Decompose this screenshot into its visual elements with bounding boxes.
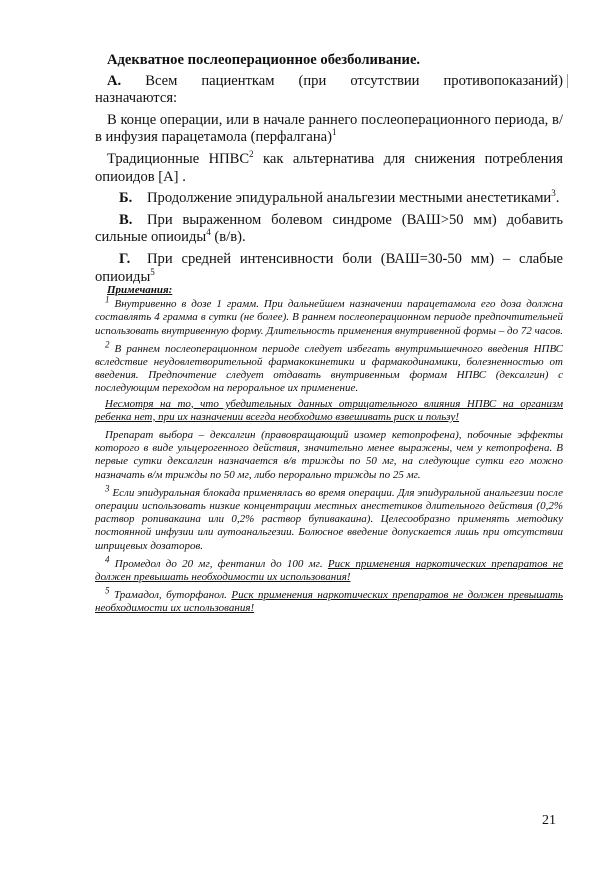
item-a-continuation: назначаются:: [95, 90, 178, 107]
item-g: [95, 251, 563, 286]
note-4: [95, 554, 564, 584]
footnote-ref: 5: [150, 266, 155, 277]
note-3: [95, 483, 563, 553]
note-1: [95, 294, 563, 338]
note-text: Трамадол, буторфанол.: [109, 589, 232, 602]
note-text: Внутривенно в дозе 1 грамм. При дальнейшем назначении парацетамола его доза должна составлять 4 грамма в сутки (не более). В раннем послеоперационном периоде предпочтительней использовать внутривенную форму. Длительность применения внутривенной формы – до 72 часов.: [95, 298, 563, 337]
item-a-label: А.: [107, 72, 122, 89]
note-2-warning: Несмотря на то, что убедительных данных отрицательного влияния НПВС на организм ребенка нет, при их назначении всегда необходимо взвешивать риск и пользу!: [95, 397, 563, 423]
section-title: Адекватное послеоперационное обезболивание.: [107, 52, 421, 68]
item-a-line: [107, 73, 563, 91]
item-b-label: Б.: [119, 190, 133, 207]
note-text: В раннем послеоперационном периоде следует избегать внутримышечного введения НПВС вследствие неудовлетворительной фармакокинетики и фармакодинамики, болезненностью от введения. Предпочтение следует отдавать внутривенным формам НПВС (дексалгин) с последующим переходом на пероральное их применение.: [95, 342, 563, 395]
note-2-dexalgin: Препарат выбора – дексалгин (правовращающий изомер кетопрофена), побочные эффекты которого в виде ульцерогенного действия, значительно менее выражены, чем у кетопрофена. В первые сутки дексалгин назначается в/в трижды по 50 мг, на следующие сутки его можно назначать в/м трижды по 50 мг, либо перорально трижды по 25 мг.: [95, 429, 563, 481]
item-a-word: противопоказаний): [443, 72, 563, 89]
note-number: 4: [105, 554, 110, 565]
note-2: [95, 339, 563, 396]
note-5: [95, 585, 563, 615]
note-text: Если эпидуральная блокада применялась во время операции. Для эпидуральной анальгезии после операции использовать низкие концентрации местных анестетиков длительного действия (0,2% раствор ропивакаина или 0,2% раствор бупивакаина). Целесообразно применять методику постоянной инфузии или аутоанальгезии. Болюсное введение допускается лишь при отсутствии шприцевых дозаторов.: [95, 486, 563, 552]
item-g-label: Г.: [119, 250, 131, 267]
paragraph-text: как альтернатива для снижения потребления опиоидов [А] .: [95, 150, 563, 185]
item-g-text: При средней интенсивности боли (ВАШ=30-50 мм) – слабые опиоиды: [95, 250, 563, 285]
item-a-word: (при: [298, 72, 327, 89]
footnote-ref: 3: [551, 188, 556, 199]
paragraph-text: Традиционные НПВС: [107, 150, 250, 167]
punctuation: .: [555, 190, 560, 207]
footnote-ref: 4: [206, 227, 211, 238]
note-warning: Риск применения наркотических препаратов не должен превышать необходимости их использования!: [95, 557, 564, 584]
item-v-end: (в/в).: [210, 229, 246, 246]
item-b: [95, 190, 563, 208]
footnote-ref: 2: [249, 149, 254, 160]
note-number: 3: [105, 483, 110, 494]
item-a-word: Всем: [145, 72, 178, 89]
item-a: [95, 73, 563, 108]
item-v-text: При выраженном болевом синдроме (ВАШ>50 мм) добавить сильные опиоиды: [95, 211, 563, 246]
note-number: 5: [105, 585, 110, 596]
item-a-word: отсутствии: [350, 72, 420, 89]
item-b-text: Продолжение эпидуральной анальгезии местными анестетиками: [147, 190, 552, 207]
item-a-word: пациенткам: [201, 72, 275, 89]
item-v-label: В.: [119, 211, 133, 228]
footnote-ref: 1: [332, 127, 337, 138]
notes-section: [95, 284, 563, 621]
note-number: 1: [105, 294, 110, 305]
paragraph-text: В конце операции, или в начале раннего послеоперационного периода, в/в инфузия парацетамола (перфалгана): [95, 111, 563, 146]
page-number: 21: [542, 813, 556, 828]
item-v: [95, 212, 563, 247]
note-warning: Риск применения наркотических препаратов не должен превышать необходимости их использования!: [95, 589, 563, 615]
main-text: [95, 52, 563, 290]
paragraph-nsaid: [95, 151, 563, 186]
note-number: 2: [105, 339, 110, 350]
notes-title: Примечания:: [107, 284, 173, 296]
paragraph-paracetamol: [95, 112, 563, 147]
note-text: Промедол до 20 мг, фентанил до 100 мг.: [109, 557, 328, 570]
